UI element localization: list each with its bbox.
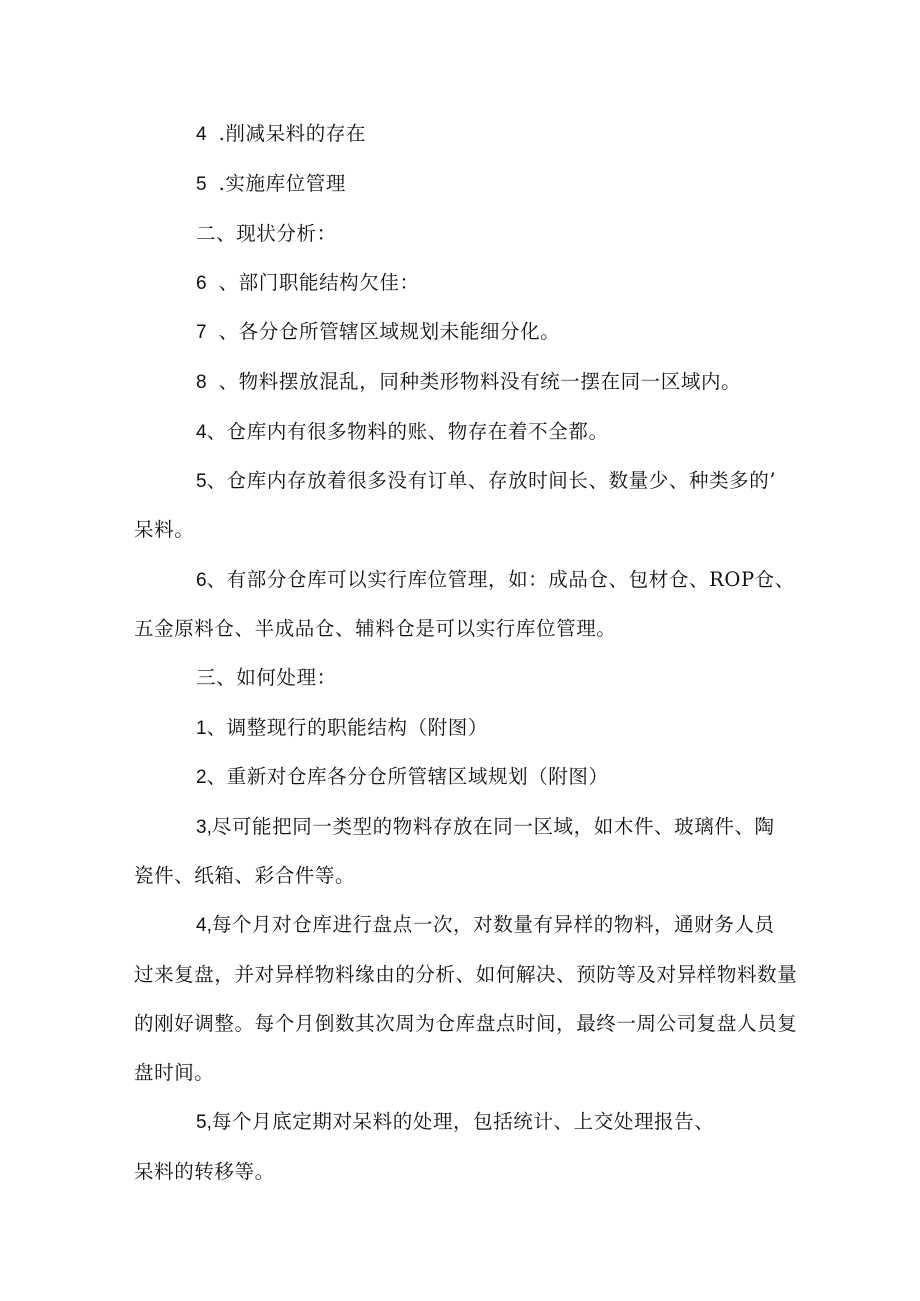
item-number: 7	[196, 322, 207, 343]
list-item-6-dept-structure	[196, 271, 420, 296]
continuation-text: 盘时间。	[134, 1061, 215, 1084]
section-heading-status-analysis	[196, 222, 337, 246]
item-number: 2	[196, 767, 207, 788]
paragraph-continuation	[134, 1061, 214, 1085]
list-item-2-replan-areas	[196, 765, 609, 790]
paragraph-continuation	[134, 617, 616, 641]
item-number: 3,	[196, 817, 212, 838]
paragraph-continuation	[134, 864, 355, 888]
list-item-7-area-planning	[196, 320, 560, 345]
list-item-5-stale-stock	[196, 469, 776, 494]
item-text: 、有部分仓库可以实行库位管理，如：成品仓、包材仓、ROP仓、	[206, 568, 795, 591]
item-text: 尽可能把同一类型的物料存放在同一区域，如木件、玻璃件、陶	[211, 815, 775, 838]
item-text: 、仓库内有很多物料的账、物存在着不全都。	[206, 420, 609, 443]
section-heading-text: 二、现状分析：	[196, 222, 337, 245]
item-number: 5	[196, 174, 207, 195]
item-text: 、各分仓所管辖区域规划未能细分化。	[218, 320, 561, 343]
continuation-text: 五金原料仓、半成品仓、辅料仓是可以实行库位管理。	[134, 617, 617, 640]
item-number: 4,	[196, 915, 212, 936]
continuation-text: 瓷件、纸箱、彩合件等。	[134, 864, 356, 887]
list-item-3-same-type-storage	[196, 815, 775, 840]
item-text: 每个月对仓库进行盘点一次，对数量有异样的物料，通财务人员	[211, 913, 775, 936]
item-number: 6	[196, 570, 207, 591]
item-text: 、调整现行的职能结构（附图）	[206, 716, 488, 739]
item-text: 、物料摆放混乱，同种类形物料没有统一摆在同一区域内。	[218, 370, 742, 393]
item-text: 每个月底定期对呆料的处理，包括统计、上交处理报告、	[211, 1110, 715, 1133]
paragraph-continuation	[134, 963, 797, 987]
item-number: 6	[196, 273, 207, 294]
list-item-5-monthly-stale-handling	[196, 1110, 714, 1135]
item-number: 1	[196, 718, 207, 739]
continuation-text: 过来复盘，并对异样物料缘由的分析、如何解决、预防等及对异样物料数量	[134, 963, 798, 986]
list-item-4-reduce-stale	[196, 122, 366, 147]
item-text: 、仓库内存放着很多没有订单、存放时间长、数量少、种类多的’	[206, 469, 777, 492]
paragraph-continuation	[134, 1160, 275, 1184]
item-number: 4	[196, 422, 207, 443]
continuation-text: 呆料的转移等。	[134, 1160, 275, 1183]
item-text: 、部门职能结构欠佳：	[218, 271, 420, 294]
item-number: 4	[196, 124, 207, 145]
item-text: .实施库位管理	[218, 172, 346, 195]
list-item-8-material-placement	[196, 370, 741, 395]
paragraph-continuation	[134, 518, 194, 542]
continuation-text: 呆料。	[134, 518, 195, 541]
item-number: 5	[196, 471, 207, 492]
list-item-6-location-warehouses	[196, 568, 795, 593]
list-item-1-adjust-structure	[196, 716, 488, 741]
item-number: 5,	[196, 1112, 212, 1133]
section-heading-how-to-handle	[196, 666, 337, 690]
list-item-5-location-mgmt	[196, 172, 346, 197]
list-item-4-account-mismatch	[196, 420, 609, 445]
item-text: .削减呆料的存在	[218, 122, 367, 145]
continuation-text: 的刚好调整。每个月倒数其次周为仓库盘点时间，最终一周公司复盘人员复	[134, 1012, 798, 1035]
list-item-4-monthly-inventory	[196, 913, 775, 938]
section-heading-text: 三、如何处理：	[196, 666, 337, 689]
item-number: 8	[196, 372, 207, 393]
item-text: 、重新对仓库各分仓所管辖区域规划（附图）	[206, 765, 609, 788]
paragraph-continuation	[134, 1012, 797, 1036]
